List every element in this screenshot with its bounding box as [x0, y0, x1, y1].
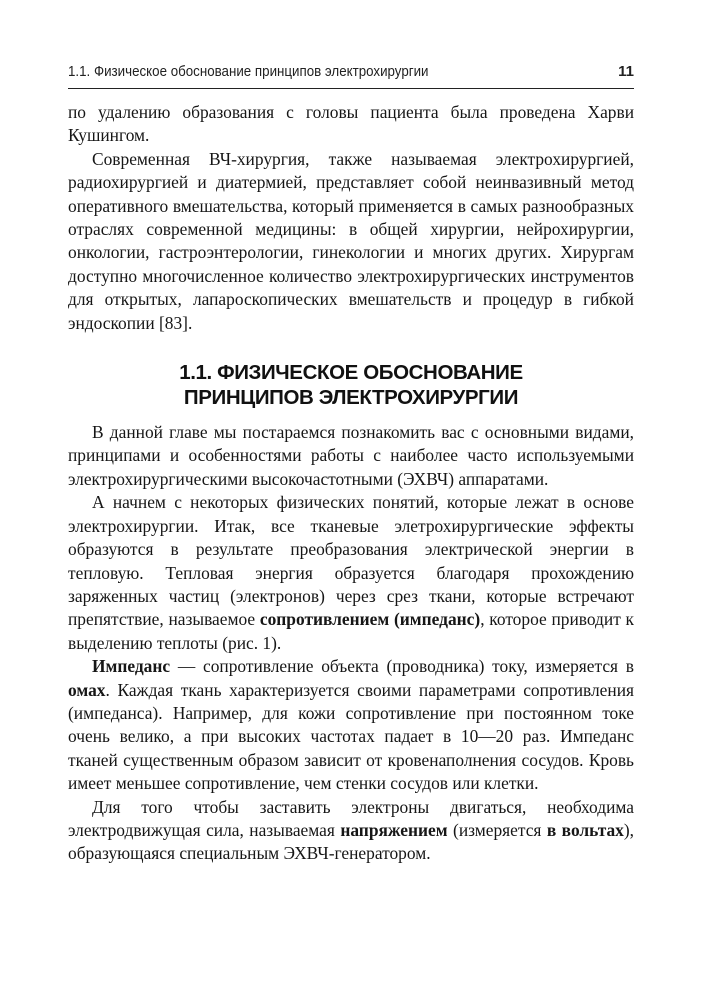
running-header [68, 62, 634, 89]
text-run: , которое приводит к выделению теплоты (рис. 1). [68, 609, 634, 653]
term-ohms: омах [68, 679, 106, 700]
section-heading [68, 360, 634, 410]
paragraph-physics-basics [68, 491, 634, 655]
text-run: . Каждая ткань характеризуется своими параметрами сопротивления (импеданса). Например, для кожи сопротивление при постоянном токе очень велико, а при высоких частотах падает в 10—20 раз. Импеданс тканей существенным образом зависит от кровенаполнения сосудов. Кровь имеет меньшее сопротивление, чем стенки сосудов или клетки. [68, 679, 634, 794]
paragraph-continued: по удалению образования с головы пациента была проведена Харви Кушингом. [68, 102, 634, 146]
section-heading-line-1: 1.1. ФИЗИЧЕСКОЕ ОБОСНОВАНИЕ [179, 361, 523, 385]
text-run: А начнем с некоторых физических понятий, которые лежат в основе электрохирургии. Итак, все тканевые элетрохирургические эффекты образуются в результате преобразования электрической энергии в тепловую. Тепловая энергия образуется благодаря прохождению заряженных частиц (электронов) через срез ткани, которые встречают препятствие, называемое [68, 492, 634, 630]
term-voltage: напряжением [340, 819, 448, 840]
text-run: Для того чтобы заставить электроны двигаться, необходима электродвижущая сила, называемая [68, 796, 634, 840]
section-heading-line-2: ПРИНЦИПОВ ЭЛЕКТРОХИРУРГИИ [183, 386, 519, 410]
paragraph-voltage [68, 796, 634, 866]
paragraph-hf-surgery: Современная ВЧ-хирургия, также называемая электрохирургией, радиохирургией и диатермией, представляет собой неинвазивный метод оперативного вмешательства, который применяется в самых разнообразных отраслях современной медицины: в общей хирургии, нейрохирургии, онкологии, гастроэнтерологии, гинекологии и многих других. Хирургам доступно многочисленное количество электрохирургических инструментов для открытых, лапароскопических вмешательств и процедур в гибкой эндоскопии [83]. [68, 148, 634, 333]
text-run: (измеряется [447, 819, 547, 840]
paragraph-chapter-intro: В данной главе мы постараемся познакомить вас с основными видами, принципами и особенностями работы с наиболее часто используемыми электрохирургическими высокочастотными (ЭХВЧ) аппаратами. [68, 422, 634, 489]
page-body [68, 101, 634, 866]
running-header-title: 1.1. Физическое обоснование принципов электрохирургии [68, 64, 429, 80]
term-volts: в вольтах [546, 819, 624, 840]
text-run: — сопротивление объекта (проводника) току, измеряется в [170, 656, 634, 677]
term-impedance: Импеданс [92, 656, 171, 677]
term-resistance: сопротивлением (импеданс) [259, 609, 481, 630]
paragraph-impedance [68, 655, 634, 795]
page-number: 11 [618, 63, 634, 80]
text-run: ), образующаяся специальным ЭХВЧ-генератором. [68, 819, 634, 864]
